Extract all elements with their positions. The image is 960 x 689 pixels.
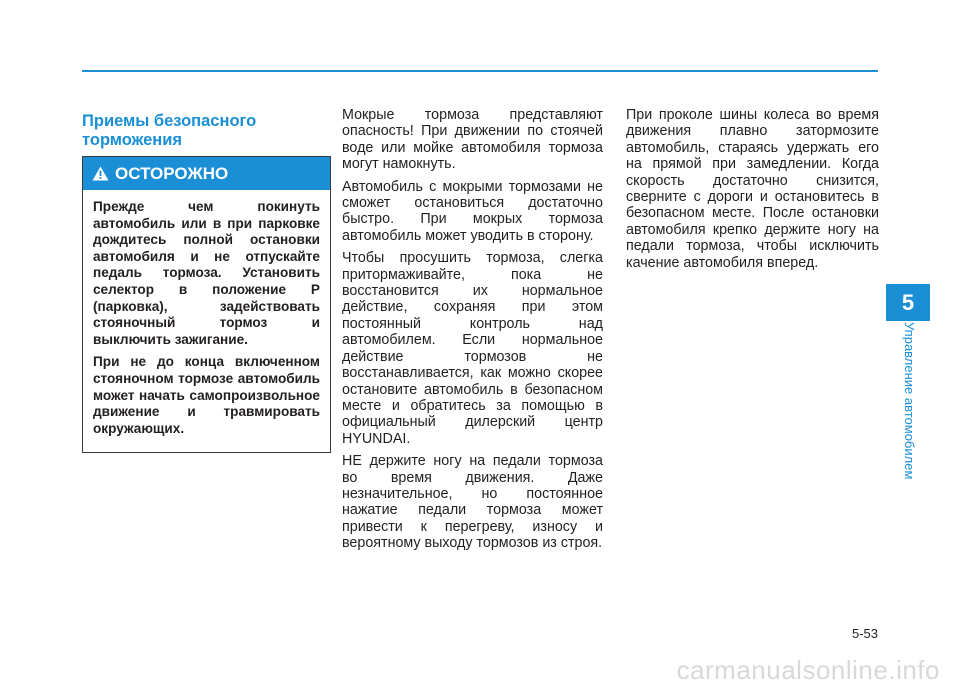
warning-box (82, 156, 331, 453)
chapter-title: Управление автомобилем (902, 322, 917, 480)
page-number: 5-53 (851, 626, 878, 641)
top-divider (82, 70, 878, 72)
section-title: Приемы безопасного торможения (82, 112, 257, 149)
body-paragraph: Чтобы просушить тормоза, слегка притормаживайте, пока не восстановится их нормальное действие, сохраняя при этом постоянный контроль над автомобилем. Если нормальное действие тормозов не восстанавливается, как можно скорее остановите автомобиль в безопасном месте и обратитесь за помощью в официальный дилерский центр HYUNDAI. (342, 250, 603, 447)
body-paragraph: НЕ держите ногу на педали тормоза во время движения. Даже незначительное, но постоянное нажатие педали тормоза может привести к перегреву, износу и вероятному выходу тормозов из строя. (342, 453, 603, 552)
body-paragraph: Автомобиль с мокрыми тормозами не сможет остановиться достаточно быстро. При мокрых тормоза автомобиль может уводить в сторону. (342, 178, 603, 244)
body-paragraph: При проколе шины колеса во время движения плавно затормозите автомобиль, стараясь удержать его на прямой при замедлении. Когда скорость достаточно снизится, сверните с дороги и остановитесь в безопасном месте. После остановки автомобиля крепко держите ногу на педали тормоза, чтобы исключить качение автомобиля вперед. (626, 107, 879, 271)
body-paragraph: Мокрые тормоза представляют опасность! При движении по стоячей воде или мойке автомобиля тормоза могут намокнуть. (342, 107, 603, 173)
watermark: carmanualsonline.info (676, 655, 940, 685)
middle-column (342, 107, 603, 558)
chapter-number-tab: 5 (886, 284, 930, 321)
right-column (626, 107, 879, 277)
warning-header (83, 157, 330, 190)
chapter-title-vertical (900, 322, 918, 492)
warning-body (83, 190, 330, 437)
warning-paragraph: Прежде чем покинуть автомобиль или в при парковке дождитесь полной остановки автомобиля и не отпускайте педаль тормоза. Установить селектор в положение P (парковка), задействовать стояночный тормоз и выключить зажигание. (93, 199, 320, 347)
warning-header-label: ОСТОРОЖНО (115, 163, 229, 183)
warning-triangle-icon (92, 166, 109, 181)
warning-paragraph: При не до конца включенном стояночном тормозе автомобиль может начать самопроизвольное движение и травмировать окружающих. (93, 354, 320, 436)
